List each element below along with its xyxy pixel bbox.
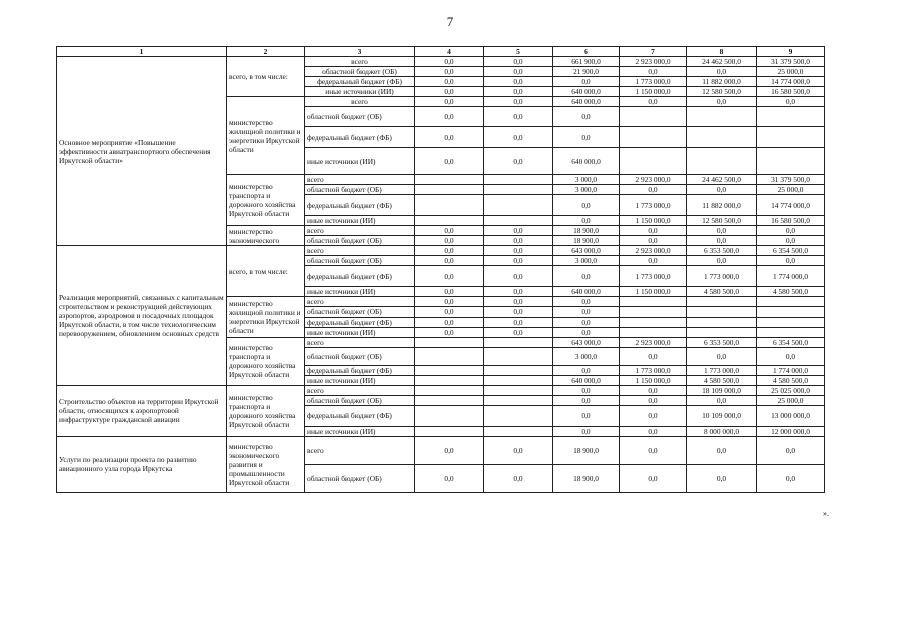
- funding-source-cell: иные источники (ИИ): [305, 327, 415, 337]
- amount-cell: 0,0: [553, 405, 620, 426]
- amount-cell: 0,0: [757, 436, 825, 464]
- amount-cell: 16 580 500,0: [757, 216, 825, 226]
- amount-cell: 0,0: [484, 307, 553, 317]
- funding-source-cell: областной бюджет (ОБ): [305, 347, 415, 365]
- amount-cell: 0,0: [553, 385, 620, 395]
- amount-cell: 0,0: [484, 107, 553, 127]
- amount-cell: 0,0: [553, 216, 620, 226]
- funding-source-cell: областной бюджет (ОБ): [305, 107, 415, 127]
- amount-cell: 11 882 000,0: [687, 77, 757, 87]
- amount-cell: 0,0: [484, 127, 553, 148]
- responsible-cell: министерство транспорта и дорожного хозяйства Иркутской области: [227, 337, 305, 385]
- amount-cell: 0,0: [484, 287, 553, 297]
- column-header: 6: [553, 47, 620, 57]
- amount-cell: 0,0: [484, 327, 553, 337]
- activity-name-cell: Строительство объектов на территории Иркутской области, относящихся к аэропортовой инфраструктуре гражданской авиации: [57, 385, 227, 436]
- amount-cell: 0,0: [484, 236, 553, 246]
- amount-cell: 0,0: [553, 107, 620, 127]
- responsible-cell: всего, в том числе:: [227, 57, 305, 97]
- amount-cell: 0,0: [484, 67, 553, 77]
- amount-cell: 0,0: [553, 327, 620, 337]
- amount-cell: 0,0: [415, 107, 484, 127]
- amount-cell: [415, 375, 484, 385]
- column-header: 7: [620, 47, 687, 57]
- amount-cell: 0,0: [484, 57, 553, 67]
- amount-cell: 0,0: [553, 307, 620, 317]
- amount-cell: 0,0: [687, 436, 757, 464]
- amount-cell: 8 000 000,0: [687, 426, 757, 436]
- amount-cell: 0,0: [553, 266, 620, 287]
- amount-cell: 640 000,0: [553, 375, 620, 385]
- column-header: 2: [227, 47, 305, 57]
- amount-cell: [415, 175, 484, 185]
- table-row: [57, 385, 825, 395]
- funding-source-cell: областной бюджет (ОБ): [305, 307, 415, 317]
- amount-cell: 0,0: [484, 97, 553, 107]
- amount-cell: 12 580 500,0: [687, 216, 757, 226]
- funding-source-cell: федеральный бюджет (ФБ): [305, 405, 415, 426]
- amount-cell: 6 353 500,0: [687, 246, 757, 256]
- amount-cell: 0,0: [620, 436, 687, 464]
- activity-name-cell: Услуги по реализации проекта по развитию авиационного узла города Иркутска: [57, 436, 227, 492]
- amount-cell: [620, 317, 687, 327]
- amount-cell: [687, 297, 757, 307]
- funding-source-cell: всего: [305, 57, 415, 67]
- funding-source-cell: всего: [305, 297, 415, 307]
- amount-cell: 0,0: [687, 395, 757, 405]
- amount-cell: [620, 148, 687, 175]
- amount-cell: 0,0: [620, 226, 687, 236]
- amount-cell: 0,0: [553, 317, 620, 327]
- amount-cell: [484, 365, 553, 375]
- amount-cell: [757, 307, 825, 317]
- amount-cell: 640 000,0: [553, 287, 620, 297]
- amount-cell: 14 774 000,0: [757, 77, 825, 87]
- amount-cell: 0,0: [415, 57, 484, 67]
- amount-cell: 18 900,0: [553, 436, 620, 464]
- amount-cell: 0,0: [553, 77, 620, 87]
- amount-cell: 0,0: [415, 266, 484, 287]
- table-body: [57, 47, 825, 493]
- amount-cell: 0,0: [687, 97, 757, 107]
- amount-cell: 0,0: [415, 287, 484, 297]
- amount-cell: 2 923 000,0: [620, 57, 687, 67]
- amount-cell: 0,0: [484, 148, 553, 175]
- amount-cell: [757, 127, 825, 148]
- amount-cell: 0,0: [687, 347, 757, 365]
- amount-cell: [620, 297, 687, 307]
- amount-cell: 1 774 000,0: [757, 365, 825, 375]
- funding-source-cell: федеральный бюджет (ФБ): [305, 317, 415, 327]
- amount-cell: 2 923 000,0: [620, 337, 687, 347]
- amount-cell: 0,0: [620, 256, 687, 266]
- amount-cell: 18 900,0: [553, 236, 620, 246]
- table-row: [57, 57, 825, 67]
- amount-cell: 0,0: [757, 226, 825, 236]
- amount-cell: 1 150 000,0: [620, 216, 687, 226]
- responsible-cell: министерство экономического развития и промышленности Иркутской области: [227, 436, 305, 492]
- amount-cell: 3 000,0: [553, 185, 620, 195]
- amount-cell: [484, 426, 553, 436]
- amount-cell: [484, 385, 553, 395]
- amount-cell: 0,0: [484, 436, 553, 464]
- amount-cell: 0,0: [553, 395, 620, 405]
- amount-cell: [484, 347, 553, 365]
- amount-cell: 0,0: [553, 365, 620, 375]
- amount-cell: 0,0: [415, 307, 484, 317]
- amount-cell: 0,0: [620, 395, 687, 405]
- column-header: 4: [415, 47, 484, 57]
- amount-cell: 10 109 000,0: [687, 405, 757, 426]
- amount-cell: 4 580 500,0: [757, 287, 825, 297]
- amount-cell: 640 000,0: [553, 87, 620, 97]
- amount-cell: [620, 127, 687, 148]
- amount-cell: [687, 127, 757, 148]
- amount-cell: 18 900,0: [553, 226, 620, 236]
- amount-cell: 661 900,0: [553, 57, 620, 67]
- amount-cell: 3 000,0: [553, 256, 620, 266]
- amount-cell: 0,0: [415, 246, 484, 256]
- funding-source-cell: иные источники (ИИ): [305, 426, 415, 436]
- amount-cell: [484, 395, 553, 405]
- amount-cell: [757, 297, 825, 307]
- amount-cell: 25 000,0: [757, 67, 825, 77]
- amount-cell: [757, 327, 825, 337]
- funding-source-cell: областной бюджет (ОБ): [305, 464, 415, 492]
- amount-cell: 0,0: [620, 385, 687, 395]
- amount-cell: [415, 195, 484, 216]
- amount-cell: 0,0: [757, 347, 825, 365]
- amount-cell: 0,0: [553, 195, 620, 216]
- funding-source-cell: иные источники (ИИ): [305, 287, 415, 297]
- funding-source-cell: всего: [305, 337, 415, 347]
- amount-cell: [415, 365, 484, 375]
- column-header: 9: [757, 47, 825, 57]
- amount-cell: 0,0: [620, 347, 687, 365]
- amount-cell: 0,0: [415, 67, 484, 77]
- amount-cell: [620, 327, 687, 337]
- amount-cell: 12 000 000,0: [757, 426, 825, 436]
- amount-cell: [415, 385, 484, 395]
- amount-cell: [687, 148, 757, 175]
- amount-cell: [757, 317, 825, 327]
- funding-table: [56, 46, 825, 493]
- funding-source-cell: областной бюджет (ОБ): [305, 395, 415, 405]
- amount-cell: 25 000,0: [757, 185, 825, 195]
- amount-cell: 0,0: [415, 327, 484, 337]
- amount-cell: [415, 395, 484, 405]
- amount-cell: 0,0: [553, 297, 620, 307]
- funding-source-cell: всего: [305, 175, 415, 185]
- responsible-cell: всего, в том числе:: [227, 246, 305, 297]
- amount-cell: 0,0: [415, 77, 484, 87]
- table-row: [57, 246, 825, 256]
- activity-name-cell: Основное мероприятие «Повышение эффективности авиатранспортного обеспечения Иркутской области»: [57, 57, 227, 246]
- amount-cell: 643 000,0: [553, 337, 620, 347]
- amount-cell: 0,0: [484, 87, 553, 97]
- amount-cell: [757, 107, 825, 127]
- funding-source-cell: областной бюджет (ОБ): [305, 236, 415, 246]
- funding-source-cell: всего: [305, 246, 415, 256]
- amount-cell: 0,0: [415, 317, 484, 327]
- amount-cell: 0,0: [484, 256, 553, 266]
- amount-cell: 0,0: [553, 426, 620, 436]
- amount-cell: 0,0: [620, 426, 687, 436]
- funding-source-cell: федеральный бюджет (ФБ): [305, 127, 415, 148]
- amount-cell: 1 773 000,0: [620, 77, 687, 87]
- funding-source-cell: федеральный бюджет (ФБ): [305, 365, 415, 375]
- amount-cell: 1 774 000,0: [757, 266, 825, 287]
- amount-cell: 0,0: [687, 236, 757, 246]
- amount-cell: 18 109 000,0: [687, 385, 757, 395]
- responsible-cell: министерство экономического: [227, 226, 305, 246]
- amount-cell: 1 150 000,0: [620, 375, 687, 385]
- amount-cell: [484, 195, 553, 216]
- amount-cell: [484, 175, 553, 185]
- amount-cell: 25 000,0: [757, 395, 825, 405]
- funding-source-cell: иные источники (ИИ): [305, 216, 415, 226]
- amount-cell: 0,0: [757, 464, 825, 492]
- amount-cell: 2 923 000,0: [620, 246, 687, 256]
- amount-cell: 0,0: [620, 67, 687, 77]
- amount-cell: 6 354 500,0: [757, 246, 825, 256]
- amount-cell: 4 580 500,0: [687, 375, 757, 385]
- column-header: 5: [484, 47, 553, 57]
- amount-cell: 0,0: [484, 464, 553, 492]
- funding-source-cell: федеральный бюджет (ФБ): [305, 195, 415, 216]
- amount-cell: 0,0: [757, 236, 825, 246]
- amount-cell: [687, 317, 757, 327]
- amount-cell: 0,0: [620, 236, 687, 246]
- column-header: 8: [687, 47, 757, 57]
- amount-cell: 640 000,0: [553, 148, 620, 175]
- amount-cell: 0,0: [484, 77, 553, 87]
- amount-cell: 1 773 000,0: [620, 266, 687, 287]
- funding-source-cell: иные источники (ИИ): [305, 148, 415, 175]
- amount-cell: 0,0: [415, 436, 484, 464]
- amount-cell: [484, 375, 553, 385]
- page-number: 7: [446, 14, 454, 29]
- responsible-cell: министерство жилищной политики и энергетики Иркутской области: [227, 297, 305, 337]
- amount-cell: [415, 337, 484, 347]
- amount-cell: 2 923 000,0: [620, 175, 687, 185]
- activity-name-cell: Реализация мероприятий, связанных с капитальным строительством и реконструкцией действующих аэропортов, аэродромов и посадочных площадок Иркутской области, в том числе технологическим перевооружением, обновлением основных средств: [57, 246, 227, 385]
- amount-cell: [687, 307, 757, 317]
- amount-cell: 0,0: [415, 236, 484, 246]
- funding-source-cell: областной бюджет (ОБ): [305, 256, 415, 266]
- amount-cell: 0,0: [620, 185, 687, 195]
- amount-cell: 13 000 000,0: [757, 405, 825, 426]
- amount-cell: [415, 347, 484, 365]
- amount-cell: 0,0: [415, 226, 484, 236]
- end-mark: ».: [823, 509, 829, 518]
- responsible-cell: министерство транспорта и дорожного хозяйства Иркутской области: [227, 385, 305, 436]
- amount-cell: 24 462 500,0: [687, 175, 757, 185]
- amount-cell: 1 773 000,0: [687, 365, 757, 375]
- table-row: [57, 436, 825, 464]
- amount-cell: 0,0: [757, 256, 825, 266]
- amount-cell: 3 000,0: [553, 175, 620, 185]
- funding-source-cell: областной бюджет (ОБ): [305, 185, 415, 195]
- amount-cell: 0,0: [484, 266, 553, 287]
- amount-cell: [687, 107, 757, 127]
- amount-cell: [415, 426, 484, 436]
- amount-cell: 640 000,0: [553, 97, 620, 107]
- amount-cell: 11 882 000,0: [687, 195, 757, 216]
- amount-cell: 4 580 500,0: [687, 287, 757, 297]
- funding-source-cell: федеральный бюджет (ФБ): [305, 266, 415, 287]
- responsible-cell: министерство транспорта и дорожного хозяйства Иркутской области: [227, 175, 305, 226]
- amount-cell: 0,0: [687, 464, 757, 492]
- funding-source-cell: иные источники (ИИ): [305, 375, 415, 385]
- amount-cell: 25 025 000,0: [757, 385, 825, 395]
- responsible-cell: министерство жилищной политики и энергетики Иркутской области: [227, 97, 305, 175]
- amount-cell: 0,0: [415, 97, 484, 107]
- amount-cell: 0,0: [415, 127, 484, 148]
- amount-cell: 12 580 500,0: [687, 87, 757, 97]
- amount-cell: 1 150 000,0: [620, 287, 687, 297]
- amount-cell: [620, 307, 687, 317]
- amount-cell: 0,0: [415, 87, 484, 97]
- amount-cell: 21 900,0: [553, 67, 620, 77]
- amount-cell: 0,0: [687, 67, 757, 77]
- amount-cell: 0,0: [415, 256, 484, 266]
- column-header: 3: [305, 47, 415, 57]
- amount-cell: 3 000,0: [553, 347, 620, 365]
- amount-cell: 0,0: [415, 148, 484, 175]
- column-header: 1: [57, 47, 227, 57]
- amount-cell: 24 462 500,0: [687, 57, 757, 67]
- amount-cell: 18 900,0: [553, 464, 620, 492]
- header-row: [57, 47, 825, 57]
- funding-source-cell: всего: [305, 385, 415, 395]
- amount-cell: 0,0: [687, 256, 757, 266]
- amount-cell: [484, 185, 553, 195]
- amount-cell: 6 354 500,0: [757, 337, 825, 347]
- amount-cell: 0,0: [484, 317, 553, 327]
- amount-cell: [484, 405, 553, 426]
- amount-cell: 0,0: [620, 464, 687, 492]
- amount-cell: 31 379 500,0: [757, 57, 825, 67]
- funding-source-cell: федеральный бюджет (ФБ): [305, 77, 415, 87]
- amount-cell: [620, 107, 687, 127]
- amount-cell: 14 774 000,0: [757, 195, 825, 216]
- amount-cell: 0,0: [620, 405, 687, 426]
- amount-cell: 16 580 500,0: [757, 87, 825, 97]
- amount-cell: 6 353 500,0: [687, 337, 757, 347]
- amount-cell: 1 150 000,0: [620, 87, 687, 97]
- amount-cell: 0,0: [415, 464, 484, 492]
- amount-cell: [415, 405, 484, 426]
- amount-cell: [415, 185, 484, 195]
- funding-source-cell: иные источники (ИИ): [305, 87, 415, 97]
- amount-cell: [415, 216, 484, 226]
- amount-cell: [484, 337, 553, 347]
- amount-cell: 0,0: [620, 97, 687, 107]
- amount-cell: 0,0: [484, 246, 553, 256]
- funding-source-cell: всего: [305, 436, 415, 464]
- amount-cell: 0,0: [553, 127, 620, 148]
- amount-cell: 31 379 500,0: [757, 175, 825, 185]
- amount-cell: 1 773 000,0: [687, 266, 757, 287]
- amount-cell: 1 773 000,0: [620, 365, 687, 375]
- amount-cell: 0,0: [415, 297, 484, 307]
- amount-cell: [687, 327, 757, 337]
- amount-cell: 0,0: [687, 185, 757, 195]
- amount-cell: 4 580 500,0: [757, 375, 825, 385]
- amount-cell: 1 773 000,0: [620, 195, 687, 216]
- amount-cell: 0,0: [484, 297, 553, 307]
- amount-cell: [757, 148, 825, 175]
- amount-cell: [484, 216, 553, 226]
- funding-source-cell: всего: [305, 97, 415, 107]
- amount-cell: 0,0: [687, 226, 757, 236]
- funding-source-cell: всего: [305, 226, 415, 236]
- amount-cell: 643 000,0: [553, 246, 620, 256]
- amount-cell: 0,0: [757, 97, 825, 107]
- funding-source-cell: областной бюджет (ОБ): [305, 67, 415, 77]
- amount-cell: 0,0: [484, 226, 553, 236]
